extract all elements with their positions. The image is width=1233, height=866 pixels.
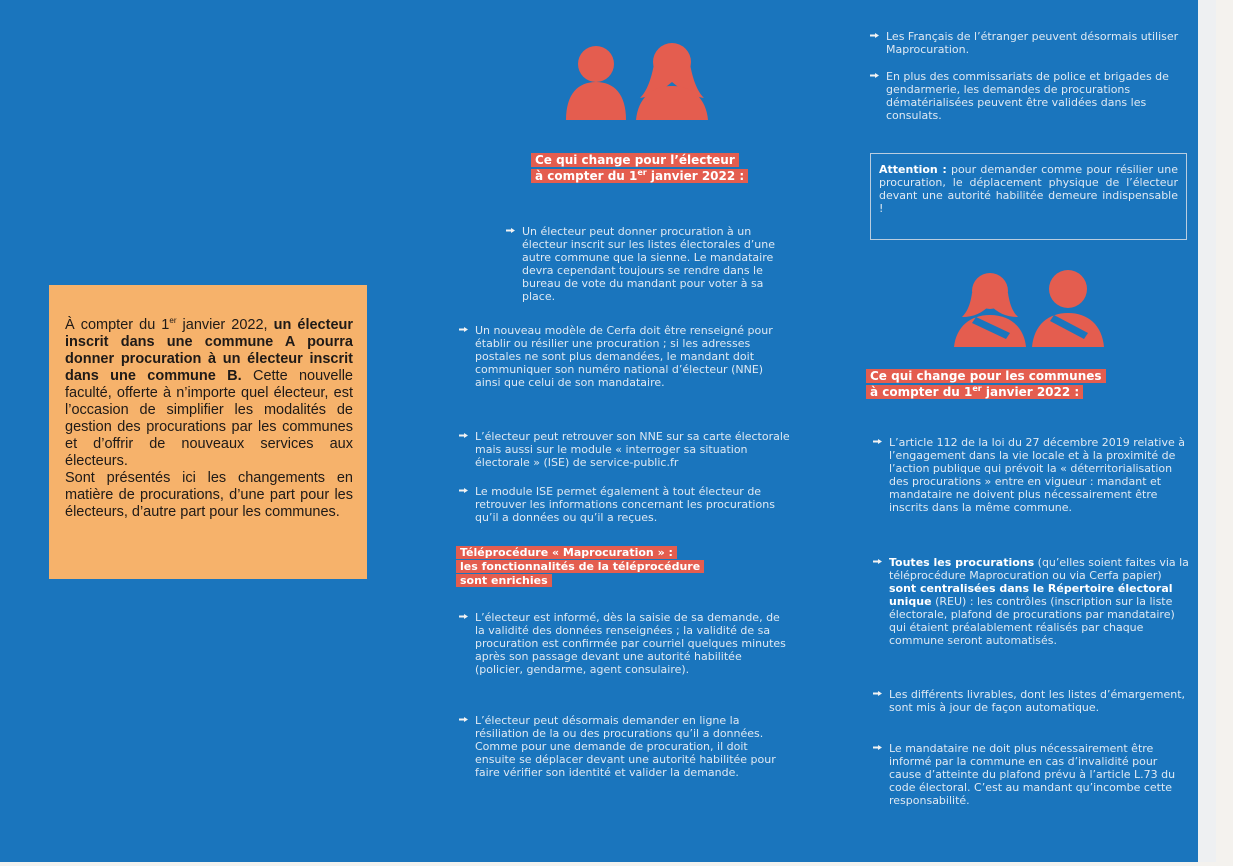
communes-bullet-0: L’article 112 de la loi du 27 décembre 2019 relative à l’engagement dans la vie locale et à la proximité de l’action publique qui prévoit la « déterritorialisation des procurations » entre en vigueur : mandant et mandataire ne doivent plus nécessairement être inscrits dans la même commune.	[873, 436, 1191, 514]
attention-box: Attention : pour demander comme pour résilier une procuration, le déplacement physique de l’électeur devant une autorité habilitée demeure indispensable !	[870, 153, 1187, 240]
intro-paragraph-2: Sont présentés ici les changements en matière de procurations, d’une part pour les électeurs, d’autre part pour les communes.	[65, 470, 353, 520]
communes-bullet-2: Les différents livrables, dont les listes d’émargement, sont mis à jour de façon automatique.	[873, 688, 1191, 714]
arrow-bullet-icon	[873, 691, 882, 696]
arrow-bullet-icon	[870, 33, 879, 38]
arrow-bullet-icon	[873, 745, 882, 750]
voter-bullet-1: Un nouveau modèle de Cerfa doit être renseigné pour établir ou résilier une procuration ; si les adresses postales ne sont plus demandées, le mandant doit communiquer son numéro national d’électeur (NNE) ainsi que celui de son mandataire.	[459, 324, 791, 389]
voter-bullet-3: Le module ISE permet également à tout électeur de retrouver les informations concernant les procurations qu’il a données ou qu’il a reçues.	[459, 485, 791, 524]
two-people-icon	[560, 34, 710, 120]
communes-bullet-1: Toutes les procurations (qu’elles soient faites via la téléprocédure Maprocuration ou via Cerfa papier) sont centralisées dans le Répertoire électoral unique (REU) : les contrôles (inscription sur la liste électorale, plafond de procurations par mandataire) qui étaient préalablement réalisés par chaque commune seront automatisés.	[873, 556, 1191, 647]
arrow-bullet-icon	[873, 559, 882, 564]
voter-heading: Ce qui change pour l’électeur à compter du 1er janvier 2022 :	[531, 152, 761, 184]
right-bullet-0: Les Français de l’étranger peuvent désormais utiliser Maprocuration.	[870, 30, 1190, 56]
arrow-bullet-icon	[870, 73, 879, 78]
arrow-bullet-icon	[873, 439, 882, 444]
intro-box	[49, 285, 367, 579]
arrow-bullet-icon	[459, 433, 468, 438]
arrow-bullet-icon	[459, 614, 468, 619]
tele-bullet-0: L’électeur est informé, dès la saisie de sa demande, de la validité des données renseignées ; la validité de sa procuration est confirmée par courriel quelques minutes après son passage devant une autorité habilitée (policier, gendarme, agent consulaire).	[459, 611, 791, 676]
right-bullet-1: En plus des commissariats de police et brigades de gendarmerie, les demandes de procurations dématérialisées peuvent être validées dans les consulats.	[870, 70, 1190, 122]
two-officials-icon	[950, 263, 1110, 347]
communes-bullet-3: Le mandataire ne doit plus nécessairement être informé par la commune en cas d’invalidité pour cause d’atteinte du plafond prévu à l’article L.73 du code électoral. C’est au mandant qu’incombe cette responsabilité.	[873, 742, 1191, 807]
voter-bullet-2: L’électeur peut retrouver son NNE sur sa carte électorale mais aussi sur le module « interroger sa situation électorale » (ISE) de service-public.fr	[459, 430, 791, 469]
arrow-bullet-icon	[459, 717, 468, 722]
arrow-bullet-icon	[459, 327, 468, 332]
tele-bullet-1: L’électeur peut désormais demander en ligne la résiliation de la ou des procurations qu’il a données. Comme pour une demande de procuration, il doit ensuite se déplacer devant une autorité habilitée pour faire vérifier son identité et valider la demande.	[459, 714, 791, 779]
teleprocedure-heading: Téléprocédure « Maprocuration » : les fonctionnalités de la téléprocédure sont enrichies	[456, 546, 716, 588]
voter-bullet-0: Un électeur peut donner procuration à un électeur inscrit sur les listes électorales d’une autre commune que la sienne. Le mandataire devra cependant toujours se rendre dans le bureau de vote du mandant pour voter à sa place.	[506, 225, 790, 303]
arrow-bullet-icon	[506, 228, 515, 233]
arrow-bullet-icon	[459, 488, 468, 493]
intro-paragraph: À compter du 1er janvier 2022, un électeur inscrit dans une commune A pourra donner procuration à un électeur inscrit dans une commune B. Cette nouvelle faculté, offerte à n’importe quel électeur, est l’occasion de simplifier les modalités de gestion des procurations par les communes et d’offrir de nouveaux services aux électeurs.	[65, 316, 354, 469]
communes-heading: Ce qui change pour les communes à compter du 1er janvier 2022 :	[866, 368, 1126, 400]
